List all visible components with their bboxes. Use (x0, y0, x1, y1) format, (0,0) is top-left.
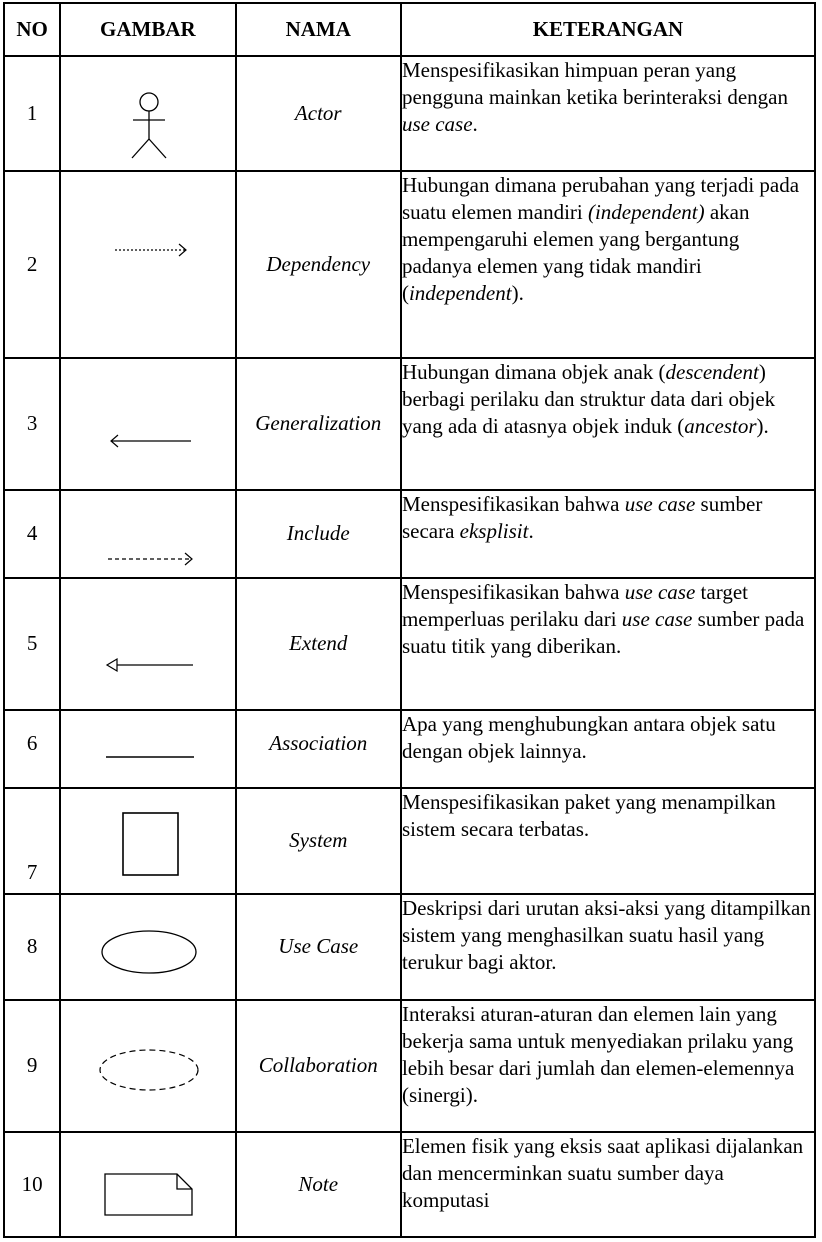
row-number: 1 (26, 100, 38, 125)
table-row (4, 56, 815, 171)
description-text: ) berbagi perilaku dan struktur data dari objek yang ada di atasnya objek induk ( (401, 360, 776, 438)
table-row (4, 490, 815, 578)
symbol-name: Use Case (278, 934, 359, 958)
description-cell (401, 710, 815, 788)
row-number: 4 (26, 521, 38, 545)
symbol-name: Generalization (255, 411, 382, 435)
header-keterangan: KETERANGAN (401, 3, 815, 56)
description-text: sumber secara (401, 492, 763, 543)
description-text: Hubungan dimana objek anak ( (401, 360, 666, 384)
system-box-icon (61, 789, 236, 895)
description-cell (401, 788, 815, 894)
symbol-name: Dependency (266, 251, 371, 276)
header-row (4, 3, 815, 56)
extend-arrow-icon (61, 579, 236, 711)
description-text: Menspesifikasikan himpuan peran yang pengguna mainkan ketika berinteraksi dengan (401, 58, 788, 109)
description-cell (401, 171, 815, 358)
row-number: 8 (26, 934, 38, 958)
symbol-name: System (289, 828, 348, 852)
header-no: NO (4, 3, 60, 56)
include-arrow-icon (61, 491, 236, 579)
description-cell (401, 490, 815, 578)
symbol-name: Note (298, 1171, 339, 1196)
description-text: ). (511, 281, 524, 305)
description-text: Menspesifikasikan bahwa (401, 492, 625, 516)
description-text: Interaksi aturan-aturan dan elemen lain yang bekerja sama untuk menyediakan prilaku yang lebih besar dari jumlah dan elemen-elemennya (sinergi). (401, 1002, 795, 1107)
description-text: Elemen fisik yang eksis saat aplikasi dijalankan dan mencerminkan suatu sumber daya komputasi (401, 1134, 804, 1212)
description-text: independent (408, 281, 512, 305)
description-text: use case (401, 112, 473, 136)
header-gambar: GAMBAR (60, 3, 235, 56)
symbol-name: Extend (289, 631, 348, 655)
dependency-arrow-icon (61, 172, 236, 359)
description-cell (401, 578, 815, 710)
symbol-name: Include (286, 521, 350, 545)
row-number: 10 (21, 1171, 43, 1196)
description-text: descendent (665, 360, 759, 384)
table-row (4, 894, 815, 1000)
row-number: 7 (26, 860, 38, 884)
uml-symbol-table (3, 2, 816, 1238)
description-text: sumber pada suatu titik yang diberikan. (401, 607, 805, 658)
note-icon (61, 1133, 236, 1238)
description-text: Hubungan dimana perubahan yang terjadi pada suatu elemen mandiri (401, 173, 800, 224)
description-text: akan mempengaruhi elemen yang bergantung padanya elemen yang tidak mandiri ( (401, 200, 750, 305)
description-text: . (472, 112, 478, 136)
collaboration-dashed-ellipse-icon (61, 1001, 236, 1133)
symbol-name: Association (269, 731, 368, 755)
use-case-ellipse-icon (61, 895, 236, 1001)
association-line-icon (61, 711, 236, 789)
table-row (4, 710, 815, 788)
row-number: 5 (26, 631, 38, 655)
description-text: Menspesifikasikan paket yang menampilkan sistem secara terbatas. (401, 790, 776, 841)
description-text: Deskripsi dari urutan aksi-aksi yang ditampilkan sistem yang menghasilkan suatu hasil yang terukur bagi aktor. (401, 896, 811, 974)
row-number: 6 (26, 731, 38, 755)
description-cell (401, 56, 815, 171)
description-text: ancestor (684, 414, 757, 438)
table-row (4, 578, 815, 710)
description-text: target memperluas perilaku dari (401, 580, 748, 631)
description-cell (401, 1000, 815, 1132)
table-row (4, 358, 815, 490)
description-cell (401, 894, 815, 1000)
description-text: . (528, 519, 534, 543)
description-text: ). (756, 414, 769, 438)
actor-icon (61, 57, 236, 172)
table-row (4, 788, 815, 894)
description-text: use case (621, 607, 693, 631)
table-row (4, 1132, 815, 1237)
row-number: 2 (26, 251, 38, 276)
description-text: use case (624, 492, 696, 516)
description-text: Apa yang menghubungkan antara objek satu dengan objek lainnya. (401, 712, 776, 763)
generalization-arrow-icon (61, 359, 236, 491)
description-text: use case (624, 580, 696, 604)
description-text: eksplisit (459, 519, 529, 543)
description-text: (independent) (587, 200, 705, 224)
description-cell (401, 1132, 815, 1237)
symbol-name: Actor (294, 100, 342, 125)
symbol-name: Collaboration (258, 1053, 378, 1077)
description-cell (401, 358, 815, 490)
header-nama: NAMA (236, 3, 401, 56)
table-row (4, 1000, 815, 1132)
row-number: 9 (26, 1053, 38, 1077)
table-row (4, 171, 815, 358)
description-text: Menspesifikasikan bahwa (401, 580, 625, 604)
row-number: 3 (26, 411, 38, 435)
